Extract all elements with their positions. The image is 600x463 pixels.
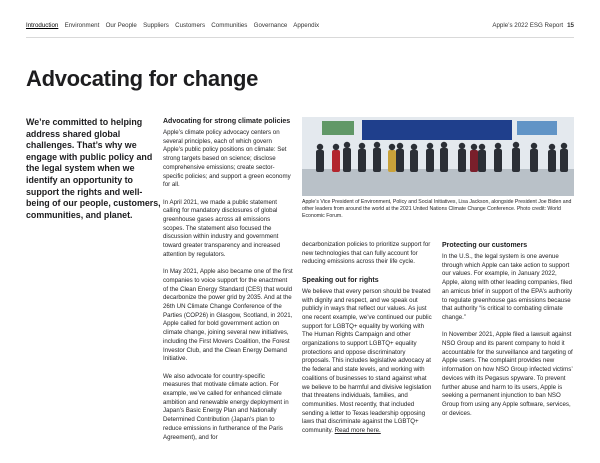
intro-statement: We’re committed to helping address shared global challenges. That’s why we engage with public policy and the legal system when we identify an opportunity to support the rights and well-being of our people, customers, communities, and planet. <box>26 117 161 220</box>
tab-communities[interactable]: Communities <box>211 22 248 29</box>
tab-governance[interactable]: Governance <box>253 22 288 29</box>
read-more-link[interactable]: Read more here. <box>334 427 381 435</box>
leaders-group-illustration <box>302 117 574 196</box>
tab-appendix[interactable]: Appendix <box>293 22 320 29</box>
report-title: Apple’s 2022 ESG Report <box>492 22 564 29</box>
photo-caption: Apple’s Vice President of Environment, Policy and Social Initiatives, Lisa Jackson, alongside President Joe Biden and other leaders from around the world at the 2021 United Nations Climate Change Conference. Photo credit: World Economic Forum. <box>302 199 572 219</box>
climate-paragraph: Apple’s climate policy advocacy centers on several principles, each of which govern Apple’s public policy positions on climate: Set strong targets based on science; disclose comprehensive emissions; create sector-specific policies; and support a green economy for all. <box>163 129 291 189</box>
customers-heading: Protecting our customers <box>442 242 528 249</box>
rights-body: We believe that every person should be treated with dignity and respect, and we speak out publicly in ways that reflect our values. As just one recent example, we’ve continued our public support for LGBTQ+ equality by working with The Human Rights Campaign and other organizations to support LGBTQ+ equality protections and oppose discriminatory proposals. This includes legislative advocacy at the federal and state levels, and working with coalitions of businesses to stand against what we believe to be harmful and divisive legislation that threatens individuals, families, and communities. Most recently, that included sending a letter to Texas leadership opposing laws that discriminate against the LGBTQ+ community. <box>302 287 432 435</box>
customers-paragraph: In the U.S., the legal system is one avenue through which Apple can take action to support our values. For example, in January 2022, Apple, along with other leading companies, filed an amicus brief in support of the EPA’s authority to regulate greenhouse gas emissions because that authority “is critical to combating climate change.” <box>442 253 573 321</box>
tab-environment[interactable]: Environment <box>64 22 100 29</box>
decarbonization-continued: decarbonization policies to prioritize support for new technologies that can fully account for reducing emissions across their life cycle. <box>302 241 431 266</box>
tab-suppliers[interactable]: Suppliers <box>143 22 169 29</box>
rights-heading: Speaking out for rights <box>302 276 379 284</box>
tab-customers[interactable]: Customers <box>175 22 206 29</box>
tab-introduction[interactable]: Introduction <box>26 22 59 29</box>
section-tabs <box>26 22 324 29</box>
header-divider <box>26 37 574 38</box>
page-title: Advocating for change <box>26 66 259 91</box>
cop26-leaders-photo <box>302 117 574 196</box>
climate-paragraph: In May 2021, Apple also became one of the first companies to voice support for the enactment of the Clean Energy Standard (CES) that would decarbonize the power grid by 2035. And at the 26th UN Climate Change Conference of the Parties (COP26) in Glasgow, Scotland, in 2021, Apple called for bold government action on climate change, joining several new initiatives, including the First Movers Coalition, the Forest Investor Club, and the Clean Energy Demand Initiative. <box>163 268 293 363</box>
rights-column <box>302 241 434 436</box>
climate-policy-column <box>163 117 293 451</box>
page-number: 15 <box>567 22 574 29</box>
climate-paragraph: We also advocate for country-specific measures that motivate climate action. For example, we’ve called for enhanced climate ambition and renewable energy deployment in Japan’s Basic Energy Plan and Nationally Determined Contribution (Japan’s plan to reduce emissions in furtherance of the Paris Agreement), and for <box>163 372 289 441</box>
climate-policy-heading: Advocating for strong climate policies <box>163 118 291 125</box>
rights-paragraph <box>302 288 434 436</box>
customers-column <box>442 241 574 427</box>
top-navigation <box>26 22 574 32</box>
tab-our-people[interactable]: Our People <box>105 22 137 29</box>
report-header-right <box>492 22 574 29</box>
climate-paragraph: In April 2021, we made a public statement calling for mandatory disclosures of global greenhouse gases across all emissions scopes. The statement also focused the discussion within industry and government toward greater transparency and increased attention by regulators. <box>163 198 281 258</box>
customers-paragraph: In November 2021, Apple filed a lawsuit against NSO Group and its parent company to hold it accountable for the surveillance and targeting of Apple users. The complaint provides new information on how NSO Group infected victims’ devices with its Pegasus spyware. To prevent further abuse and harm to its users, Apple is seeking a permanent injunction to ban NSO Group from using any Apple software, services, or devices. <box>442 331 573 417</box>
